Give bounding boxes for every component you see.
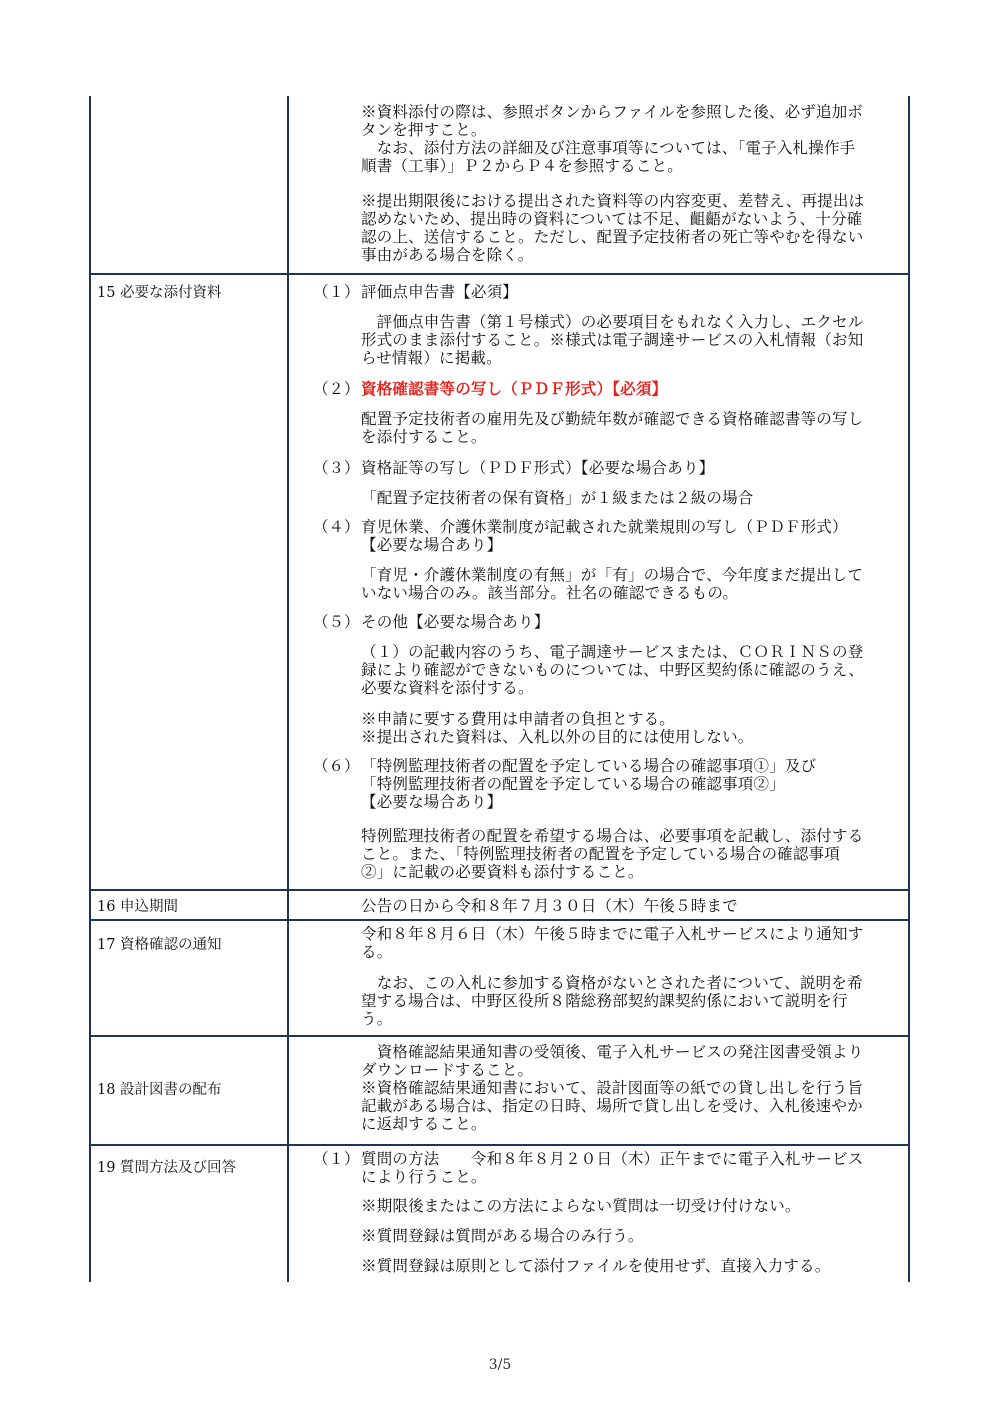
row19-note: ※質問登録は原則として添付ファイルを使用せず、直接入力する。: [361, 1257, 831, 1275]
item-title: 評価点申告書【必須】: [361, 283, 519, 301]
text-line: 順書（工事）」Ｐ２からＰ４を参照すること。: [361, 157, 683, 175]
item-body: 特例監理技術者の配置を希望する場合は、必要事項を記載し、添付する こと。また、「特例監理技術者の配置を予定している場合の確認事項 ②」に記載の必要資料も添付すること。: [361, 827, 864, 881]
row-divider: [89, 889, 910, 891]
item-body: 評価点申告書（第１号様式）の必要項目をもれなく入力し、エクセル 形式のまま添付すること。※様式は電子調達サービスの入札情報（お知 らせ情報）に掲載。: [361, 313, 864, 367]
row14-notice: [361, 192, 897, 264]
row19-text: 質問の方法 令和８年８月２０日（木）正午までに電子入札サービス により行うこと。: [361, 1150, 864, 1186]
text-line: 認の上、送信すること。ただし、配置予定技術者の死亡等やむを得ない: [361, 228, 864, 246]
item-body: 「配置予定技術者の保有資格」が１級または２級の場合: [361, 489, 754, 507]
item-number: （６）: [313, 757, 360, 775]
text-line: ※提出期限後における提出された資料等の内容変更、差替え、再提出は: [361, 192, 865, 210]
item-title: 「特例監理技術者の配置を予定している場合の確認事項①」及び 「特例監理技術者の配置を予定している場合の確認事項②」 【必要な場合あり】: [361, 757, 817, 811]
item-title: その他【必要な場合あり】: [361, 613, 550, 631]
row19-label: 19 質問方法及び回答: [97, 1160, 237, 1176]
document-table: [89, 96, 910, 1282]
item-number: （３）: [313, 459, 360, 477]
row-divider: [89, 273, 910, 275]
item-title: 育児休業、介護休業制度が記載された就業規則の写し（ＰＤＦ形式） 【必要な場合あり】: [361, 518, 848, 554]
row18-text: 資格確認結果通知書の受領後、電子入札サービスの発注図書受領より ダウンロードすること。 ※資格確認結果通知書において、設計図面等の紙での貸し出しを行う旨 記載がある場合は、指定の日時、場所で貸し出しを受け、入札後速やか に返却すること。: [361, 1043, 864, 1133]
row15-label: 15 必要な添付資料: [97, 285, 222, 301]
row17-label: 17 資格確認の通知: [97, 937, 222, 953]
row19-note: ※期限後またはこの方法によらない質問は一切受け付けない。: [361, 1197, 801, 1215]
row18-label: 18 設計図書の配布: [97, 1082, 222, 1098]
row-divider: [89, 919, 910, 921]
text-line: ※資料添付の際は、参照ボタンからファイルを参照した後、必ず追加ボ: [361, 103, 864, 121]
item-body: （１）の記載内容のうち、電子調達サービスまたは、ＣＯＲＩＮＳの登 録により確認ができないものについては、中野区契約係に確認のうえ、 必要な資料を添付する。: [361, 643, 865, 697]
row17-text: なお、この入札に参加する資格がないとされた者について、説明を希 望する場合は、中野区役所８階総務部契約課契約係において説明を行 う。: [361, 974, 863, 1028]
row-divider: [89, 1035, 910, 1037]
item-notes: ※申請に要する費用は申請者の負担とする。 ※提出された資料は、入札以外の目的には使用しない。: [361, 710, 754, 746]
item-body: 配置予定技術者の雇用先及び勤続年数が確認できる資格確認書等の写し を添付すること。: [361, 410, 864, 446]
item-title-required: 資格確認書等の写し（ＰＤＦ形式）【必須】: [361, 379, 668, 398]
text-line: タンを押すこと。: [361, 121, 487, 139]
item-number: （２）: [313, 380, 360, 398]
row14-text: [361, 103, 897, 175]
row-divider: [89, 1144, 910, 1146]
text-line: 認めないため、提出時の資料については不足、齟齬がないよう、十分確: [361, 210, 863, 228]
row16-label: 16 申込期間: [97, 899, 179, 915]
item-number: （４）: [313, 518, 360, 536]
text-line: 事由がある場合を除く。: [361, 246, 534, 264]
item-number: （１）: [313, 1150, 360, 1168]
item-number: （５）: [313, 613, 360, 631]
item-number: （１）: [313, 283, 360, 301]
row16-text: 公告の日から令和８年７月３０日（木）午後５時まで: [361, 897, 738, 915]
text-line: なお、添付方法の詳細及び注意事項等については、「電子入札操作手: [361, 139, 856, 157]
page-number: 3/5: [488, 1357, 512, 1373]
item-body: 「育児・介護休業制度の有無」が「有」の場合で、今年度まだ提出して いない場合のみ。該当部分。社名の確認できるもの。: [361, 566, 864, 602]
row19-note: ※質問登録は質問がある場合のみ行う。: [361, 1227, 644, 1245]
item-title: 資格証等の写し（ＰＤＦ形式）【必要な場合あり】: [361, 459, 715, 477]
row17-text: 令和８年８月６日（木）午後５時までに電子入札サービスにより通知す る。: [361, 925, 864, 961]
